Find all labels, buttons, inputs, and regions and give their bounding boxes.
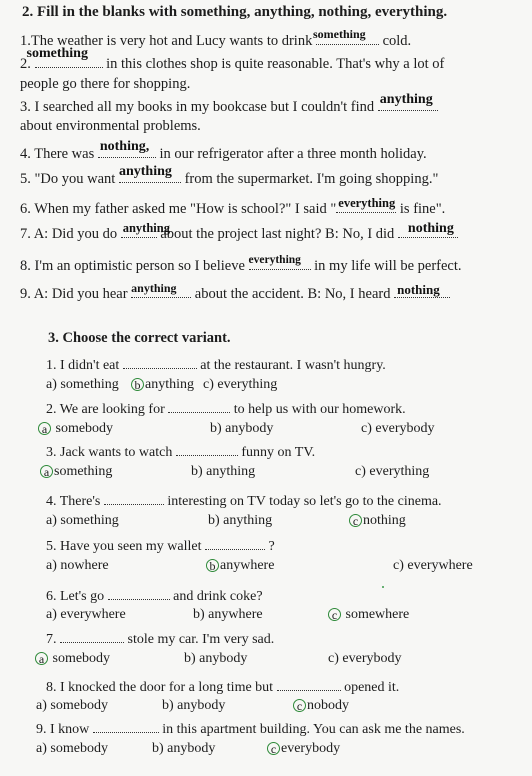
option-letter: b) (193, 607, 205, 622)
option-text: everywhere (403, 558, 473, 573)
option-text: something (56, 377, 119, 392)
option-9b[interactable] (152, 741, 215, 757)
question-text: 6. Let's go (46, 589, 108, 604)
question-blank (176, 445, 238, 456)
answer-blank[interactable] (378, 92, 438, 111)
question-text: 3. Jack wants to watch (46, 445, 176, 460)
option-9a[interactable] (36, 741, 108, 757)
option-text: everything (365, 464, 430, 479)
option-4a[interactable] (46, 513, 119, 529)
question-text: stole my car. I'm very sad. (124, 632, 275, 647)
question-text: and drink coke? (169, 589, 263, 604)
option-text: something (54, 464, 113, 479)
fill-item-2 (20, 46, 445, 73)
question-6 (46, 589, 263, 605)
question-text: at the restaurant. I wasn't hungry. (196, 358, 386, 373)
option-text: somebody (52, 421, 114, 436)
question-text: 8. I knocked the door for a long time but (46, 680, 277, 695)
option-7c[interactable] (328, 651, 401, 667)
option-4b[interactable] (208, 513, 272, 529)
option-8b[interactable] (162, 698, 225, 714)
question-1 (46, 358, 386, 374)
option-letter: c) (328, 651, 339, 666)
item-text: in my life will be perfect. (310, 258, 462, 274)
selected-circle-icon: c (293, 699, 306, 712)
handwritten-answer: anything (118, 164, 172, 179)
question-blank (205, 539, 265, 550)
option-8a[interactable] (36, 698, 108, 714)
item-text: 3. I searched all my books in my bookcase but I couldn't find (20, 99, 378, 115)
item-text: about the accident. B: No, I heard (191, 286, 395, 302)
question-9 (36, 722, 465, 738)
option-letter: b) (210, 421, 222, 436)
fill-item-3 (20, 92, 438, 116)
handwritten-answer: everything (338, 195, 396, 210)
option-8c-selected[interactable] (293, 698, 349, 714)
fill-item-8 (20, 253, 462, 275)
question-text: in this apartment building. You can ask me the names. (158, 722, 465, 737)
option-text: somewhere (342, 607, 410, 622)
option-text: somebody (46, 698, 108, 713)
selected-circle-icon: b (206, 559, 219, 572)
option-text: anybody (163, 741, 216, 756)
question-blank (60, 632, 124, 643)
question-text: 4. There's (46, 494, 104, 509)
option-text: anything (202, 464, 256, 479)
question-text: 7. (46, 632, 60, 647)
option-text: something (56, 513, 119, 528)
option-text: somebody (49, 651, 111, 666)
answer-blank[interactable] (26, 46, 103, 68)
answer-blank[interactable] (131, 281, 191, 298)
answer-blank[interactable] (248, 253, 311, 270)
question-text: 2. We are looking for (46, 402, 169, 417)
item-text: from the supermarket. I'm going shopping." (180, 171, 439, 187)
handwritten-answer: something (26, 46, 88, 61)
option-letter: c) (203, 377, 214, 392)
question-text: 5. Have you seen my wallet (46, 539, 206, 554)
question-4 (46, 494, 442, 510)
answer-blank[interactable] (336, 195, 396, 213)
selected-circle-icon: a (38, 422, 51, 435)
option-5a[interactable] (46, 558, 109, 574)
option-letter: c) (355, 464, 366, 479)
option-letter: b) (208, 513, 220, 528)
question-8 (46, 680, 399, 696)
question-blank (93, 722, 159, 733)
question-text: opened it. (340, 680, 400, 695)
option-6a[interactable] (46, 607, 126, 623)
question-5 (46, 539, 275, 555)
option-text: everywhere (56, 607, 126, 622)
option-letter: a) (46, 607, 57, 622)
option-6c-selected[interactable] (328, 607, 409, 623)
handwritten-answer: nothing (397, 282, 440, 297)
answer-blank[interactable] (118, 164, 181, 183)
stray-dot-mark (382, 586, 384, 588)
option-1a[interactable] (46, 377, 119, 393)
option-7a-selected[interactable] (35, 651, 110, 667)
option-text: anywhere (220, 558, 275, 573)
answer-blank[interactable] (98, 139, 156, 158)
option-2c[interactable] (361, 421, 434, 437)
option-text: anybody (195, 651, 248, 666)
item-text: in this clothes shop is quite reasonable. That's why a lot of (102, 56, 445, 72)
option-letter: c) (393, 558, 404, 573)
option-letter: a) (46, 558, 57, 573)
selected-circle-icon: b (131, 378, 144, 391)
selected-circle-icon: c (328, 608, 341, 621)
answer-blank[interactable] (394, 282, 450, 298)
fill-item-6 (20, 195, 446, 218)
handwritten-answer: anything (122, 220, 170, 235)
option-letter: a) (36, 698, 47, 713)
option-text: anybody (173, 698, 226, 713)
option-text: nobody (307, 698, 349, 713)
selected-circle-icon: c (267, 742, 280, 755)
question-text: 9. I know (36, 722, 93, 737)
item-text: 7. A: Did you do (20, 226, 121, 242)
item-text: 1.The weather is very hot and Lucy wants to drink (20, 33, 316, 49)
item-text: 4. There was (20, 146, 98, 162)
handwritten-answer: something (312, 27, 366, 41)
question-2 (46, 402, 406, 418)
handwritten-answer: anything (379, 92, 433, 107)
option-1b-selected[interactable] (131, 377, 194, 393)
section2-title: 2. Fill in the blanks with something, anything, nothing, everything. (22, 4, 448, 20)
option-2a-selected[interactable] (38, 421, 113, 437)
option-4c-selected[interactable] (349, 513, 406, 529)
item-text: 8. I'm an optimistic person so I believe (20, 258, 249, 274)
option-1c[interactable] (203, 377, 277, 393)
question-7 (46, 632, 274, 648)
selected-circle-icon: c (349, 514, 362, 527)
option-6b[interactable] (193, 607, 263, 623)
question-text: funny on TV. (237, 445, 316, 460)
answer-blank[interactable] (398, 221, 458, 238)
option-3c[interactable] (355, 464, 429, 480)
option-text: anything (219, 513, 273, 528)
fill-item-9 (20, 281, 450, 303)
question-3 (46, 445, 315, 461)
question-text: interesting on TV today so let's go to the cinema. (163, 494, 442, 509)
fill-item-4 (20, 139, 427, 163)
option-letter: c) (361, 421, 372, 436)
question-blank (104, 494, 164, 505)
option-2b[interactable] (210, 421, 273, 437)
question-blank (123, 358, 197, 369)
selected-circle-icon: a (35, 652, 48, 665)
option-letter: b) (191, 464, 203, 479)
option-3b[interactable] (191, 464, 255, 480)
item-text: 6. When my father asked me "How is school?" I said " (20, 201, 337, 217)
question-text: to help us with our homework. (230, 402, 406, 417)
fill-item-7 (20, 220, 458, 243)
fill-item-2-cont: people go there for shopping. (20, 76, 191, 92)
question-blank (277, 680, 341, 691)
item-text: about the project last night? B: No, I did (156, 226, 398, 242)
handwritten-answer: nothing, (99, 139, 150, 154)
question-text: ? (265, 539, 275, 554)
option-text: anything (145, 377, 194, 392)
answer-blank[interactable] (121, 220, 170, 238)
item-text: 9. A: Did you hear (20, 286, 132, 302)
question-blank (168, 402, 230, 413)
option-3a-selected[interactable] (40, 464, 112, 480)
selected-circle-icon: a (40, 465, 53, 478)
option-text: anybody (221, 421, 274, 436)
item-text: is fine". (396, 201, 446, 217)
handwritten-answer: everything (248, 253, 301, 266)
option-text: everybody (281, 741, 341, 756)
option-9c-selected[interactable] (267, 741, 340, 757)
option-letter: a) (46, 377, 57, 392)
item-text: cold. (378, 33, 412, 49)
answer-blank[interactable] (312, 27, 379, 45)
question-blank (108, 589, 170, 600)
option-letter: a) (46, 513, 57, 528)
option-5c[interactable] (393, 558, 473, 574)
fill-item-3-cont: about environmental problems. (20, 118, 201, 134)
section3-title: 3. Choose the correct variant. (48, 330, 231, 346)
option-text: nowhere (56, 558, 109, 573)
option-text: everybody (371, 421, 435, 436)
item-text: in our refrigerator after a three month holiday. (155, 146, 427, 162)
option-letter: a) (36, 741, 47, 756)
option-text: anywhere (204, 607, 263, 622)
option-letter: b) (162, 698, 174, 713)
option-5b-selected[interactable] (206, 558, 274, 574)
option-letter: b) (184, 651, 196, 666)
item-text: 2. (20, 56, 35, 72)
option-7b[interactable] (184, 651, 247, 667)
question-text: 1. I didn't eat (46, 358, 123, 373)
option-text: everybody (338, 651, 402, 666)
item-text: 5. "Do you want (20, 171, 119, 187)
option-letter: b) (152, 741, 164, 756)
option-text: nothing (363, 513, 406, 528)
option-text: somebody (46, 741, 108, 756)
handwritten-answer: anything (131, 281, 177, 295)
fill-item-5 (20, 164, 439, 188)
handwritten-answer: nothing (407, 221, 454, 236)
option-text: everything (213, 377, 278, 392)
